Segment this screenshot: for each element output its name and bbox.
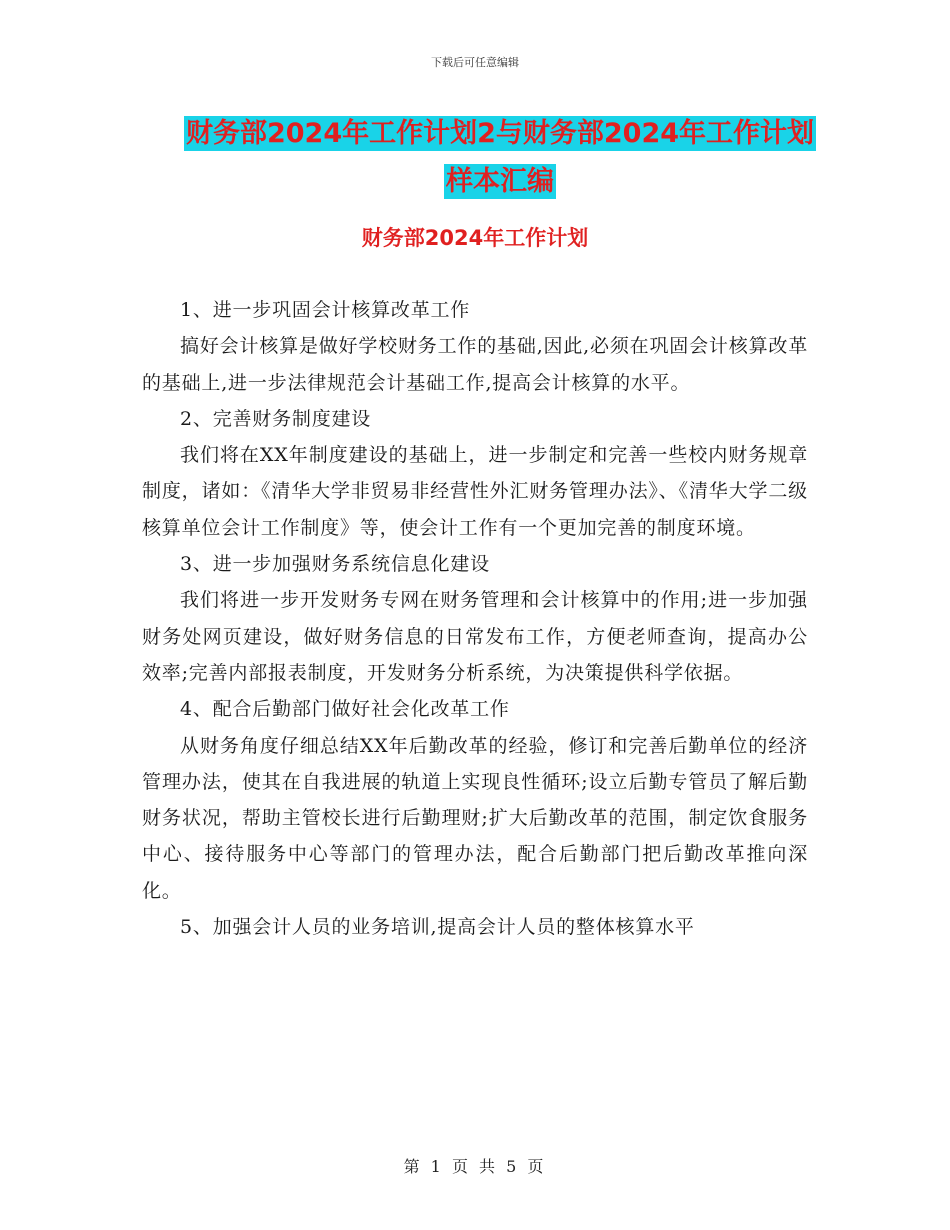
paragraph-heading-4: 4、配合后勤部门做好社会化改革工作 xyxy=(180,698,510,721)
paragraph-heading-1: 1、进一步巩固会计核算改革工作 xyxy=(180,299,471,321)
paragraph-body-1: 搞好会计核算是做好学校财务工作的基础,因此,必须在巩固会计核算改革的基础上,进一步法律规范会计基础工作,提高会计核算的水平。 xyxy=(142,335,808,394)
paragraph-body-4: 从财务角度仔细总结XX年后勤改革的经验，修订和完善后勤单位的经济管理办法，使其在自我进展的轨道上实现良性循环;设立后勤专管员了解后勤财务状况，帮助主管校长进行后勤理财;扩大后勤改革的范围，制定饮食服务中心、接待服务中心等部门的管理办法，配合后勤部门把后勤改革推向深化。 xyxy=(142,734,808,902)
paragraph-heading-3: 3、进一步加强财务系统信息化建设 xyxy=(180,553,490,576)
document-title xyxy=(180,110,820,206)
page-footer: 第 1 页 共 5 页 xyxy=(403,1157,547,1176)
paragraph-heading-2: 2、完善财务制度建设 xyxy=(180,407,372,430)
section-title: 财务部2024年工作计划 xyxy=(361,226,589,250)
paragraph-heading-5: 5、加强会计人员的业务培训,提高会计人员的整体核算水平 xyxy=(180,916,695,939)
document-title-line2: 样本汇编 xyxy=(446,166,554,197)
document-title-line1: 财务部2024年工作计划2与财务部2024年工作计划 xyxy=(185,118,815,149)
header-note: 下载后可任意编辑 xyxy=(431,56,519,69)
paragraph-body-2: 我们将在XX年制度建设的基础上，进一步制定和完善一些校内财务规章制度，诸如：《清华大学非贸易非经营性外汇财务管理办法》、《清华大学二级核算单位会计工作制度》等，使会计工作有一个更加完善的制度环境。 xyxy=(142,444,808,539)
body-text xyxy=(142,292,808,945)
paragraph-body-3: 我们将进一步开发财务专网在财务管理和会计核算中的作用;进一步加强财务处网页建设，做好财务信息的日常发布工作，方便老师查询，提高办公效率;完善内部报表制度，开发财务分析系统，为决策提供科学依据。 xyxy=(142,589,808,684)
